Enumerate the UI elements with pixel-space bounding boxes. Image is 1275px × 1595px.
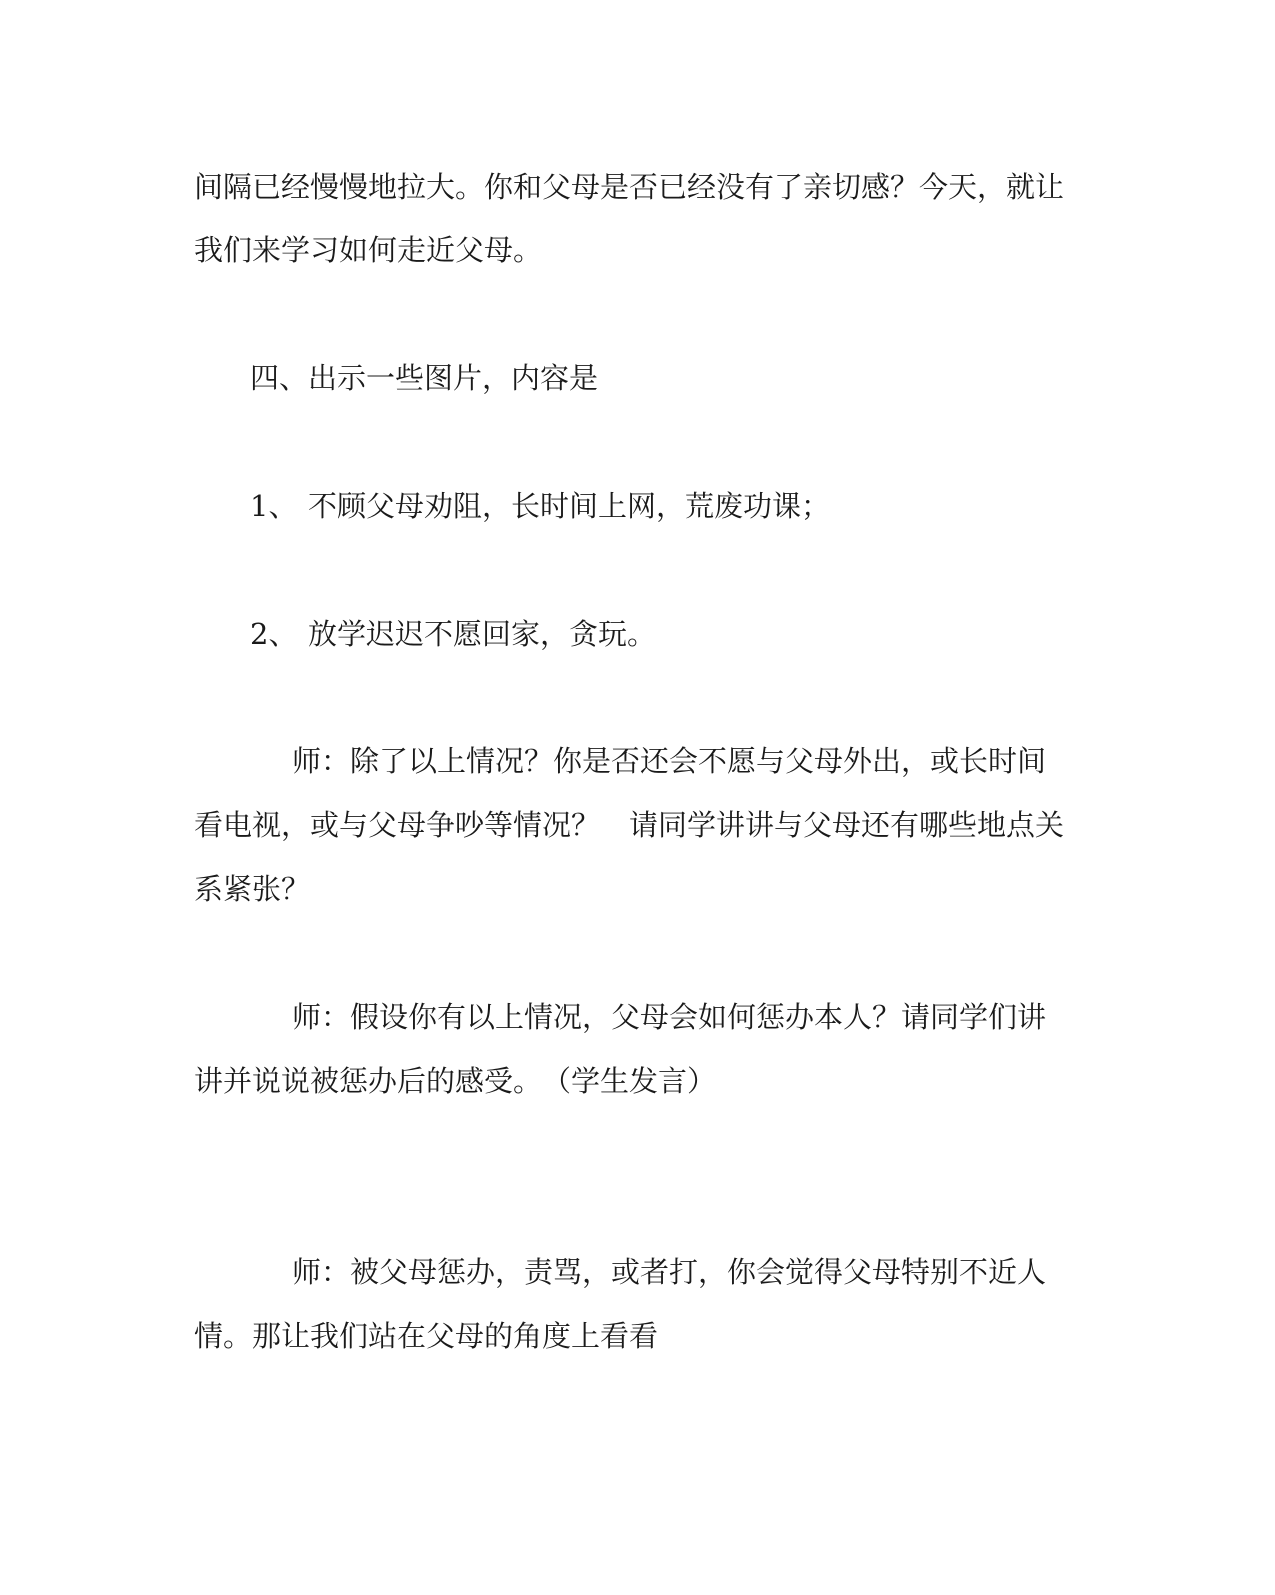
paragraph-line: 我们来学习如何走近父母。 — [194, 233, 543, 267]
paragraph-line: 师：假设你有以上情况，父母会如何惩办本人？请同学们讲 — [292, 1000, 1047, 1034]
section-heading: 四、出示一些图片，内容是 — [250, 361, 599, 395]
paragraph-line: 师：被父母惩办，责骂，或者打，你会觉得父母特别不近人 — [292, 1255, 1047, 1289]
list-number: 2、 — [250, 617, 298, 651]
paragraph-line: 系紧张？ — [194, 872, 311, 906]
list-item-text: 不顾父母劝阻，长时间上网，荒废功课； — [308, 489, 831, 523]
list-item — [250, 614, 656, 654]
paragraph-line: 间隔已经慢慢地拉大。你和父母是否已经没有了亲切感？今天，就让 — [194, 170, 1065, 204]
list-number: 1、 — [250, 489, 298, 523]
list-item-text: 放学迟迟不愿回家，贪玩。 — [308, 617, 657, 651]
paragraph-line: 情。那让我们站在父母的角度上看看 — [194, 1319, 659, 1353]
paragraph-line: 看电视，或与父母争吵等情况？ 请同学讲讲与父母还有哪些地点关 — [194, 808, 1065, 842]
list-item — [250, 486, 830, 526]
paragraph-line: 讲并说说被惩办后的感受。 （学生发言） — [194, 1064, 717, 1098]
paragraph-line: 师：除了以上情况？你是否还会不愿与父母外出，或长时间 — [292, 744, 1047, 778]
